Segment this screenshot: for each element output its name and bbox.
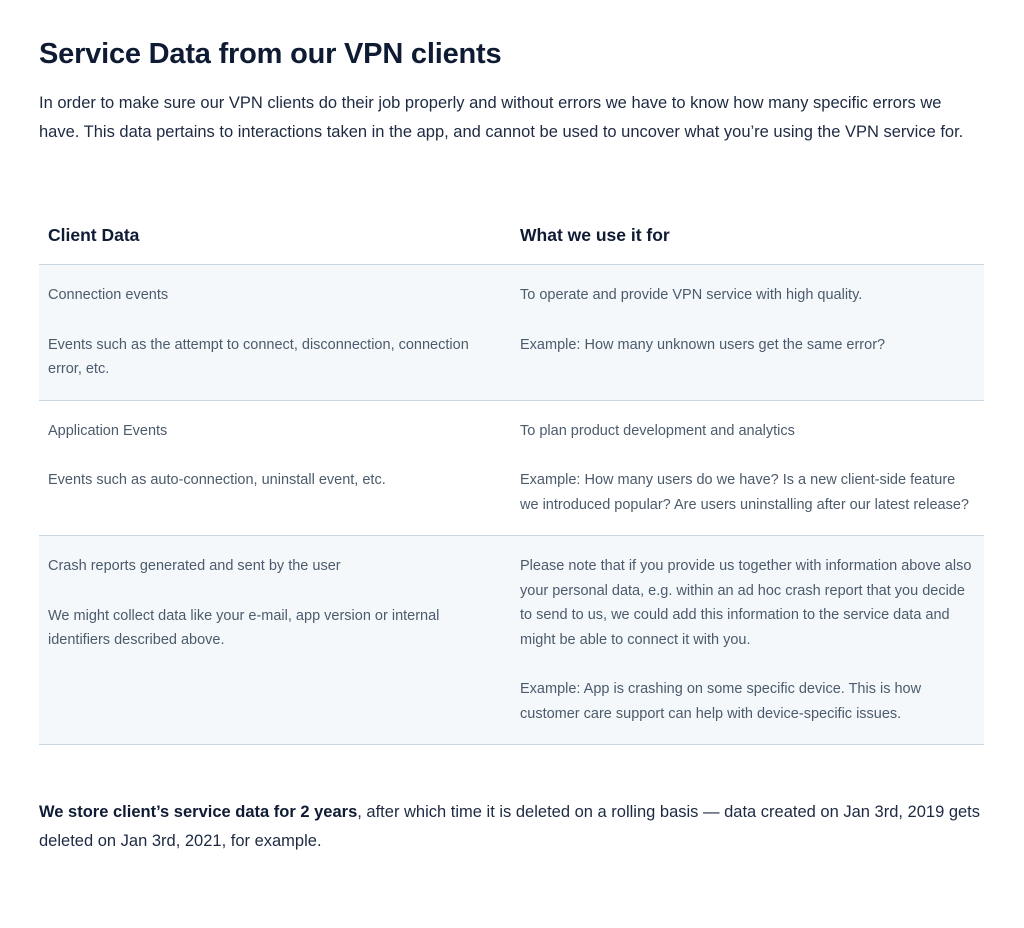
data-type-description: We might collect data like your e-mail, app version or internal identifiers described above. [48, 607, 440, 648]
data-type-label: Application Events [48, 422, 168, 439]
usage-cell [511, 536, 984, 745]
intro-paragraph: In order to make sure our VPN clients do their job properly and without errors we have to know how many specific errors we have. This data pertains to interactions taken in the app, and cannot be used to uncover what you’re using the VPN service for. [39, 94, 964, 141]
usage-purpose: To plan product development and analytics [520, 422, 795, 439]
table-row [39, 536, 984, 745]
retention-highlight: We store client’s service data for 2 years [39, 803, 358, 821]
usage-cell [511, 265, 984, 401]
usage-example: Example: How many unknown users get the same error? [520, 336, 886, 353]
data-type-label: Connection events [48, 287, 169, 303]
retention-detail: , after which time it is deleted on a rolling basis — data created on Jan 3rd, 2019 gets deleted on Jan 3rd, 2021, for example. [39, 803, 981, 850]
page-title: Service Data from our VPN clients [39, 38, 502, 70]
service-data-table [39, 212, 984, 745]
client-data-cell [39, 400, 511, 536]
usage-example: Example: How many users do we have? Is a new client-side feature we introduced popular? Are users uninstalling after our latest release? [520, 472, 969, 513]
column-header-client-data: Client Data [39, 212, 511, 265]
data-type-description: Events such as auto-connection, uninstall event, etc. [48, 472, 386, 488]
usage-purpose: Please note that if you provide us together with information above also your personal data, e.g. within an ad hoc crash report that you decide to send to us, we could add this information to the service data and might be able to connect it with you. [520, 558, 972, 648]
table-row [39, 265, 984, 401]
column-header-usage: What we use it for [511, 212, 984, 265]
table-row [39, 400, 984, 536]
client-data-cell [39, 265, 511, 401]
data-type-description: Events such as the attempt to connect, disconnection, connection error, etc. [48, 336, 469, 377]
usage-example: Example: App is crashing on some specific device. This is how customer care support can help with device-specific issues. [520, 681, 922, 722]
usage-purpose: To operate and provide VPN service with high quality. [520, 287, 863, 303]
client-data-cell [39, 536, 511, 745]
retention-paragraph [39, 798, 984, 856]
table-header-row [39, 212, 984, 265]
usage-cell [511, 400, 984, 536]
data-type-label: Crash reports generated and sent by the user [48, 558, 341, 574]
